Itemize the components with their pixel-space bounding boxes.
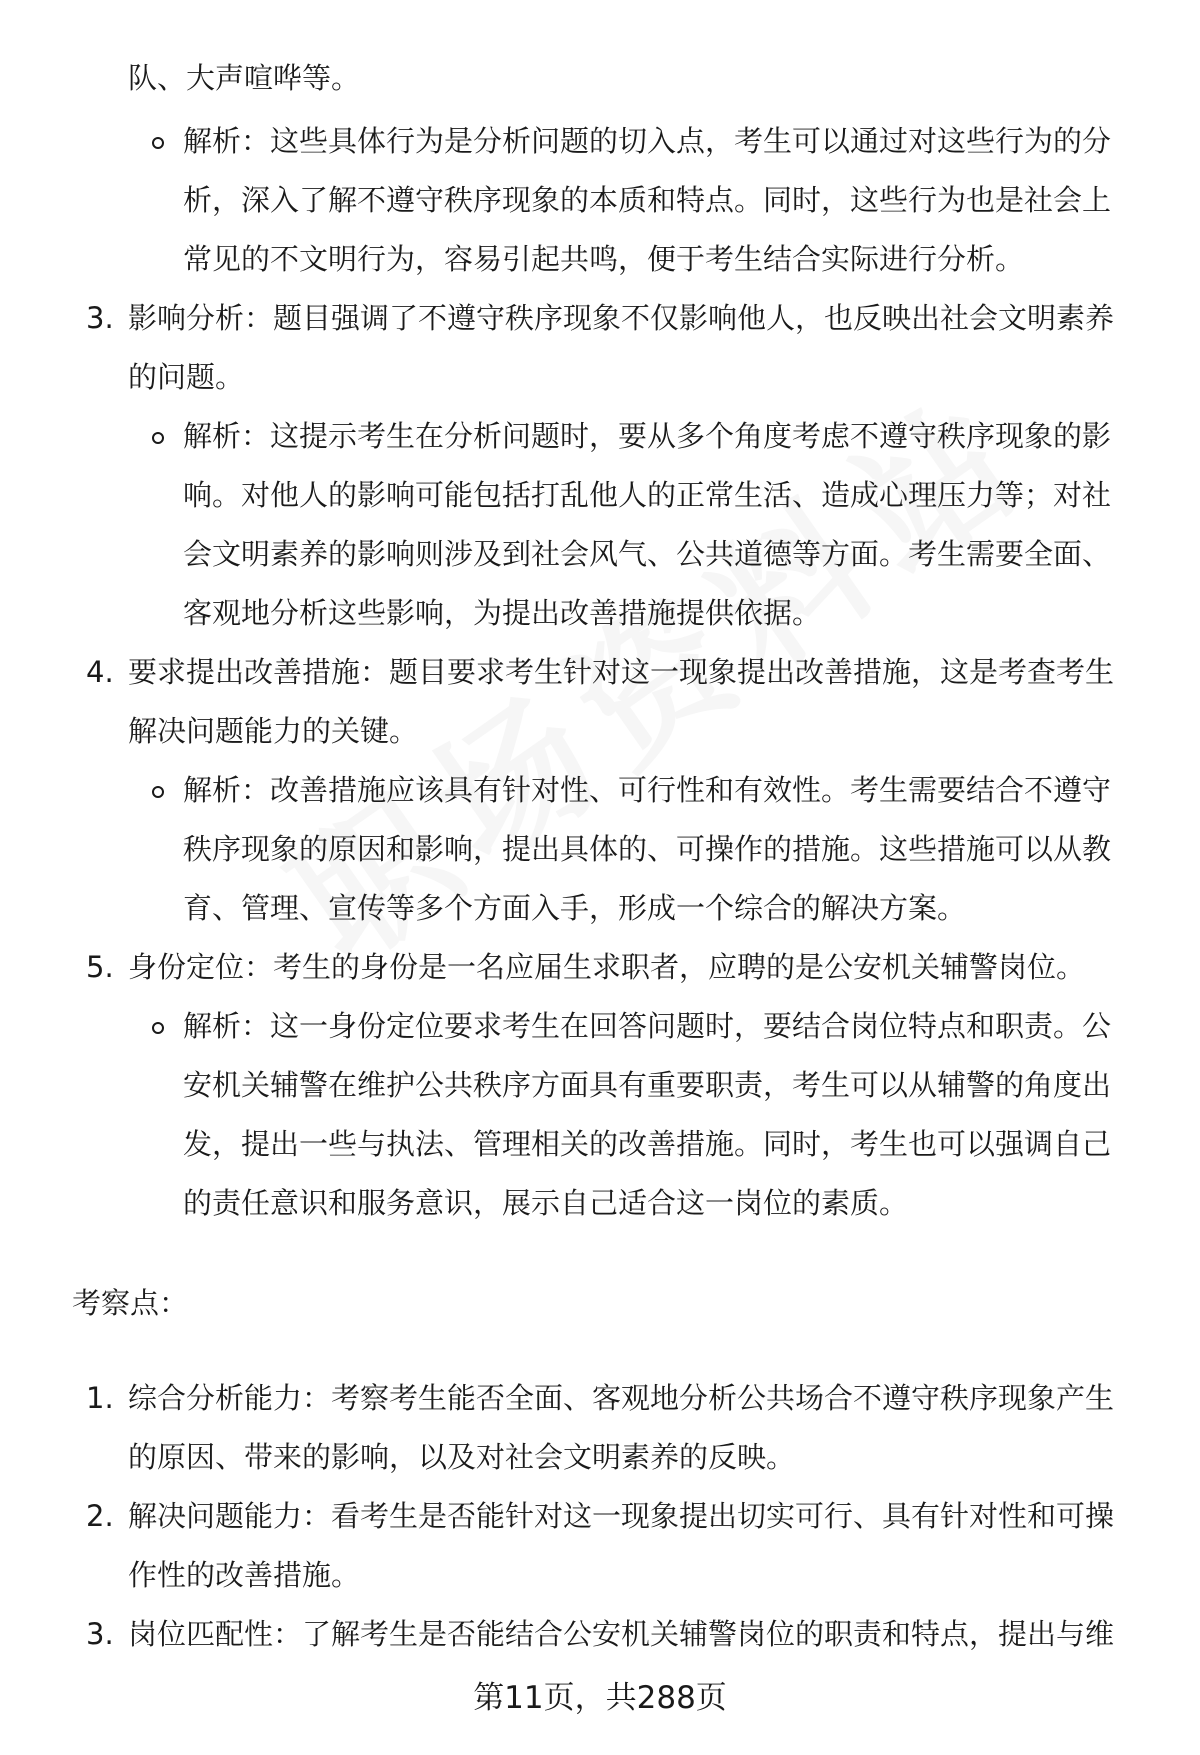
analysis-line: 的责任意识和服务意识，展示自己适合这一岗位的素质。 <box>183 1186 909 1220</box>
analysis-line: 解析：这一身份定位要求考生在回答问题时，要结合岗位特点和职责。公 <box>183 1009 1112 1043</box>
page-footer: 第11页，共288页 <box>473 1680 727 1716</box>
circle-bullet-icon <box>152 432 164 444</box>
circle-bullet-icon <box>152 786 164 798</box>
list-item-line: 解决问题能力的关键。 <box>128 714 419 748</box>
list-item-line: 岗位匹配性：了解考生是否能结合公安机关辅警岗位的职责和特点，提出与维 <box>128 1617 1115 1651</box>
list-number: 1. <box>86 1381 114 1415</box>
analysis-line: 秩序现象的原因和影响，提出具体的、可操作的措施。这些措施可以从教 <box>183 832 1112 866</box>
list-item-line: 要求提出改善措施：题目要求考生针对这一现象提出改善措施，这是考查考生 <box>128 655 1115 689</box>
list-item-line: 作性的改善措施。 <box>128 1558 361 1592</box>
analysis-line: 响。对他人的影响可能包括打乱他人的正常生活、造成心理压力等；对社 <box>183 478 1112 512</box>
analysis-line: 会文明素养的影响则涉及到社会风气、公共道德等方面。考生需要全面、 <box>183 537 1112 571</box>
analysis-line: 常见的不文明行为，容易引起共鸣，便于考生结合实际进行分析。 <box>183 242 1025 276</box>
analysis-line: 育、管理、宣传等多个方面入手，形成一个综合的解决方案。 <box>183 891 967 925</box>
list-item-line: 身份定位：考生的身份是一名应届生求职者，应聘的是公安机关辅警岗位。 <box>128 950 1086 984</box>
list-number: 3. <box>86 301 114 335</box>
circle-bullet-icon <box>152 137 164 149</box>
analysis-line: 客观地分析这些影响，为提出改善措施提供依据。 <box>183 596 822 630</box>
list-item-line: 影响分析：题目强调了不遵守秩序现象不仅影响他人，也反映出社会文明素养 <box>128 301 1115 335</box>
list-number: 3. <box>86 1617 114 1651</box>
list-number: 4. <box>86 655 114 689</box>
list-item-line: 综合分析能力：考察考生能否全面、客观地分析公共场合不遵守秩序现象产生 <box>128 1381 1115 1415</box>
list-item-line: 的问题。 <box>128 360 245 394</box>
analysis-line: 解析：改善措施应该具有针对性、可行性和有效性。考生需要结合不遵守 <box>183 773 1112 807</box>
analysis-line: 析，深入了解不遵守秩序现象的本质和特点。同时，这些行为也是社会上 <box>183 183 1112 217</box>
analysis-line: 安机关辅警在维护公共秩序方面具有重要职责，考生可以从辅警的角度出 <box>183 1068 1112 1102</box>
list-number: 5. <box>86 950 114 984</box>
list-item-line: 的原因、带来的影响，以及对社会文明素养的反映。 <box>128 1440 796 1474</box>
circle-bullet-icon <box>152 1022 164 1034</box>
continuation-text: 队、大声喧哗等。 <box>128 61 361 95</box>
analysis-line: 解析：这些具体行为是分析问题的切入点，考生可以通过对这些行为的分 <box>183 124 1112 158</box>
analysis-line: 解析：这提示考生在分析问题时，要从多个角度考虑不遵守秩序现象的影 <box>183 419 1112 453</box>
list-number: 2. <box>86 1499 114 1533</box>
analysis-line: 发，提出一些与执法、管理相关的改善措施。同时，考生也可以强调自己 <box>183 1127 1112 1161</box>
list-item-line: 解决问题能力：看考生是否能针对这一现象提出切实可行、具有针对性和可操 <box>128 1499 1115 1533</box>
section-heading: 考察点： <box>72 1286 189 1320</box>
